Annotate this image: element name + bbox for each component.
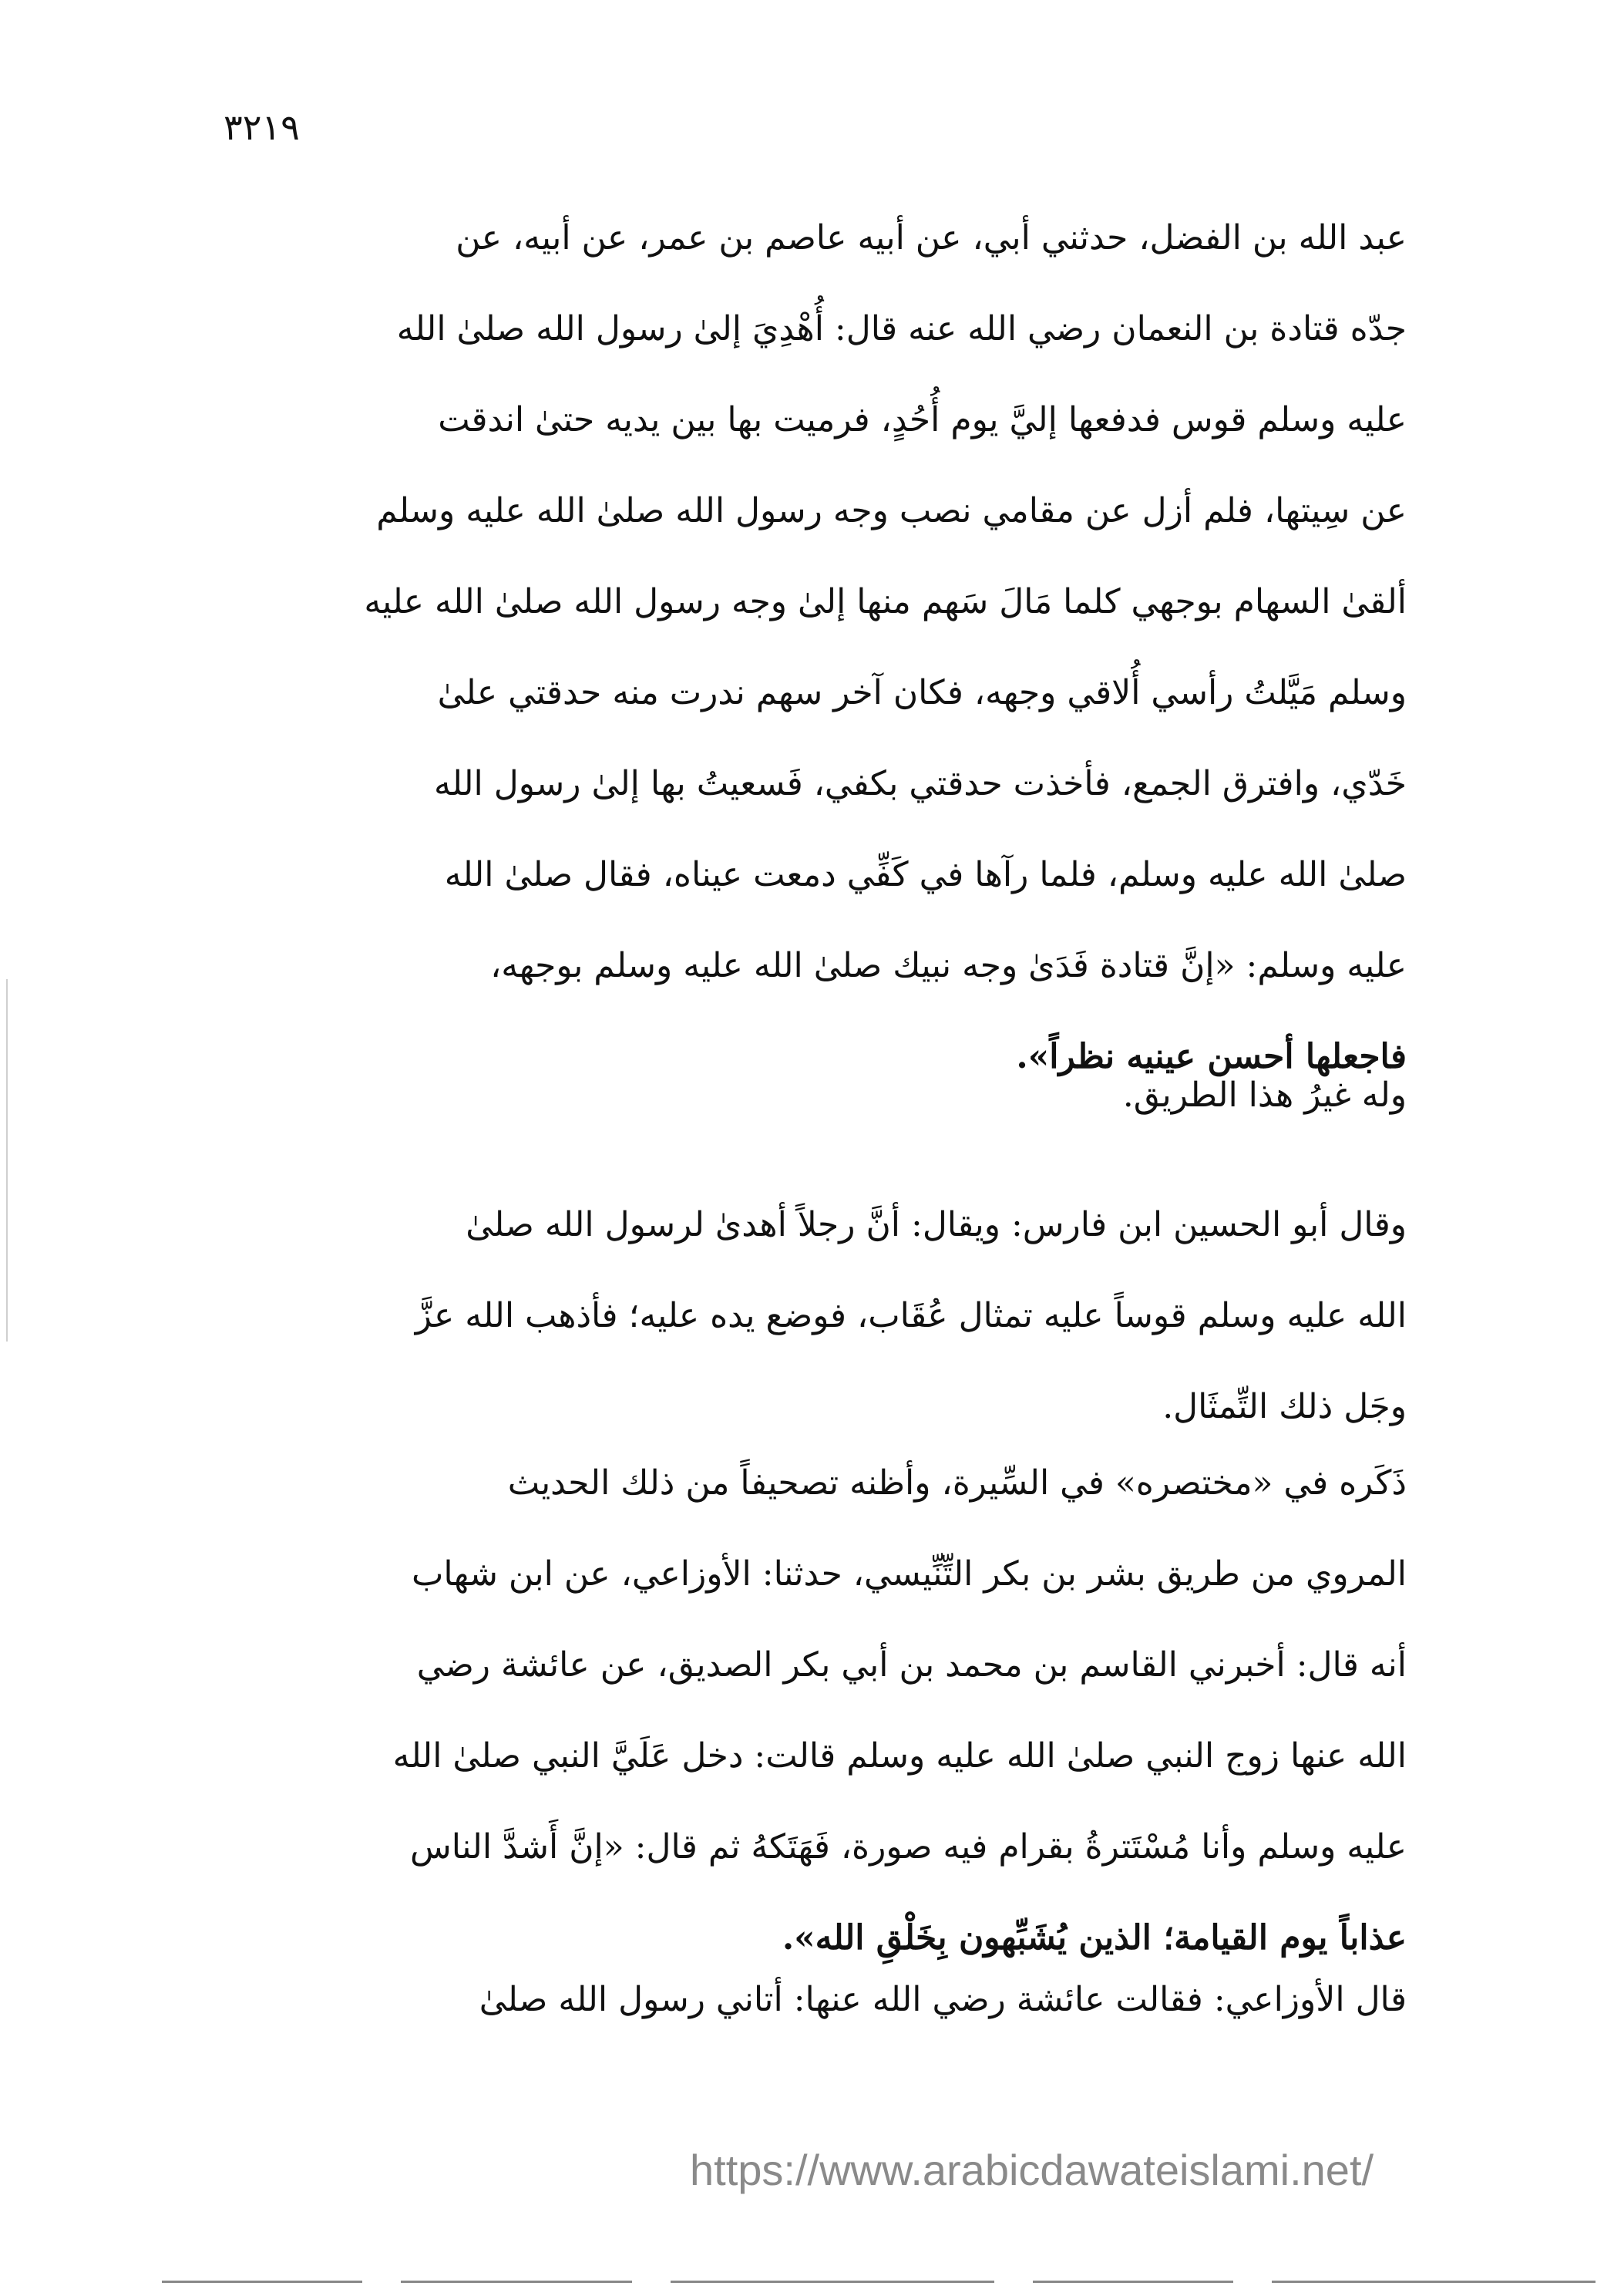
- paragraph-ibn-faris: [227, 1180, 1407, 1453]
- text-line: المروي من طريق بشر بن بكر التِّنِّيسي، حدثنا: الأوزاعي، عن ابن شهاب: [411, 1554, 1407, 1594]
- footer-url: https://www.arabicdawateislami.net/: [690, 2146, 1374, 2194]
- text-line: الله عنها زوج النبي صلىٰ الله عليه وسلم قالت: دخل عَلَيَّ النبي صلىٰ الله: [392, 1736, 1407, 1776]
- text-line: وجَل ذلك التِّمثَال.: [1162, 1387, 1407, 1426]
- text-line: الله عليه وسلم قوساً عليه تمثال عُقَاب، فوضع يده عليه؛ فأذهب الله عزَّ: [415, 1296, 1407, 1335]
- scan-margin-line: [6, 979, 8, 1342]
- text-line: عليه وسلم وأنا مُسْتَترةُ بقرام فيه صورة، فَهَتَكهُ ثم قال: «إنَّ أَشدَّ الناس: [410, 1827, 1407, 1867]
- scan-bottom-rules: [0, 2274, 1614, 2290]
- text-line: قال الأوزاعي: فقالت عائشة رضي الله عنها: أتاني رسول الله صلىٰ: [479, 1980, 1407, 2019]
- text-line: خَدّي، وافترق الجمع، فأخذت حدقتي بكفي، فَسعيتُ بها إلىٰ رسول الله: [433, 764, 1407, 803]
- text-line: ذَكَره في «مختصره» في السِّيرة، وأظنه تصحيفاً من ذلك الحديث: [507, 1463, 1407, 1503]
- text-line: عبد الله بن الفضل، حدثني أبي، عن أبيه عاصم بن عمر، عن أبيه، عن: [456, 218, 1407, 258]
- page-number: ٣٢١٩: [224, 106, 300, 148]
- text-line: وقال أبو الحسين ابن فارس: ويقال: أنَّ رجلاً أهدىٰ لرسول الله صلىٰ: [466, 1205, 1407, 1244]
- text-line: أنه قال: أخبرني القاسم بن محمد بن أبي بكر الصديق، عن عائشة رضي: [416, 1645, 1407, 1685]
- text-line: فاجعلها أحسن عينيه نظراً».: [1016, 1037, 1407, 1076]
- text-line: عن سِيتها، فلم أزل عن مقامي نصب وجه رسول الله صلىٰ الله عليه وسلم: [376, 491, 1407, 530]
- paragraph-aisha-hadith: [227, 1438, 1407, 1984]
- text-line: صلىٰ الله عليه وسلم، فلما رآها في كَفِّي دمعت عيناه، فقال صلىٰ الله: [444, 855, 1407, 894]
- text-line: جدّه قتادة بن النعمان رضي الله عنه قال: أُهْدِيَ إلىٰ رسول الله صلىٰ الله: [396, 309, 1407, 348]
- text-line: وسلم مَيَّلتُ رأسي أُلاقي وجهه، فكان آخر سهم ندرت منه حدقتي علىٰ: [437, 673, 1407, 712]
- text-line: ألقىٰ السهام بوجهي كلما مَالَ سَهم منها إلىٰ وجه رسول الله صلىٰ الله عليه: [364, 582, 1407, 621]
- paragraph-awzai: [227, 1954, 1407, 2045]
- text-line: عليه وسلم قوس فدفعها إليَّ يوم أُحُدٍ، فرميت بها بين يديه حتىٰ اندقت: [438, 400, 1407, 439]
- paragraph-other-route: [227, 1050, 1407, 1141]
- text-line: وله غيرُ هذا الطريق.: [1122, 1076, 1407, 1115]
- text-line: عليه وسلم: «إنَّ قتادة فَدَىٰ وجه نبيك صلىٰ الله عليه وسلم بوجهه،: [490, 946, 1407, 985]
- text-line: عذاباً يوم القيامة؛ الذين يُشَبِّهون بِخَلْقِ الله».: [782, 1918, 1407, 1958]
- paragraph-hadith-qatada: [227, 193, 1407, 1103]
